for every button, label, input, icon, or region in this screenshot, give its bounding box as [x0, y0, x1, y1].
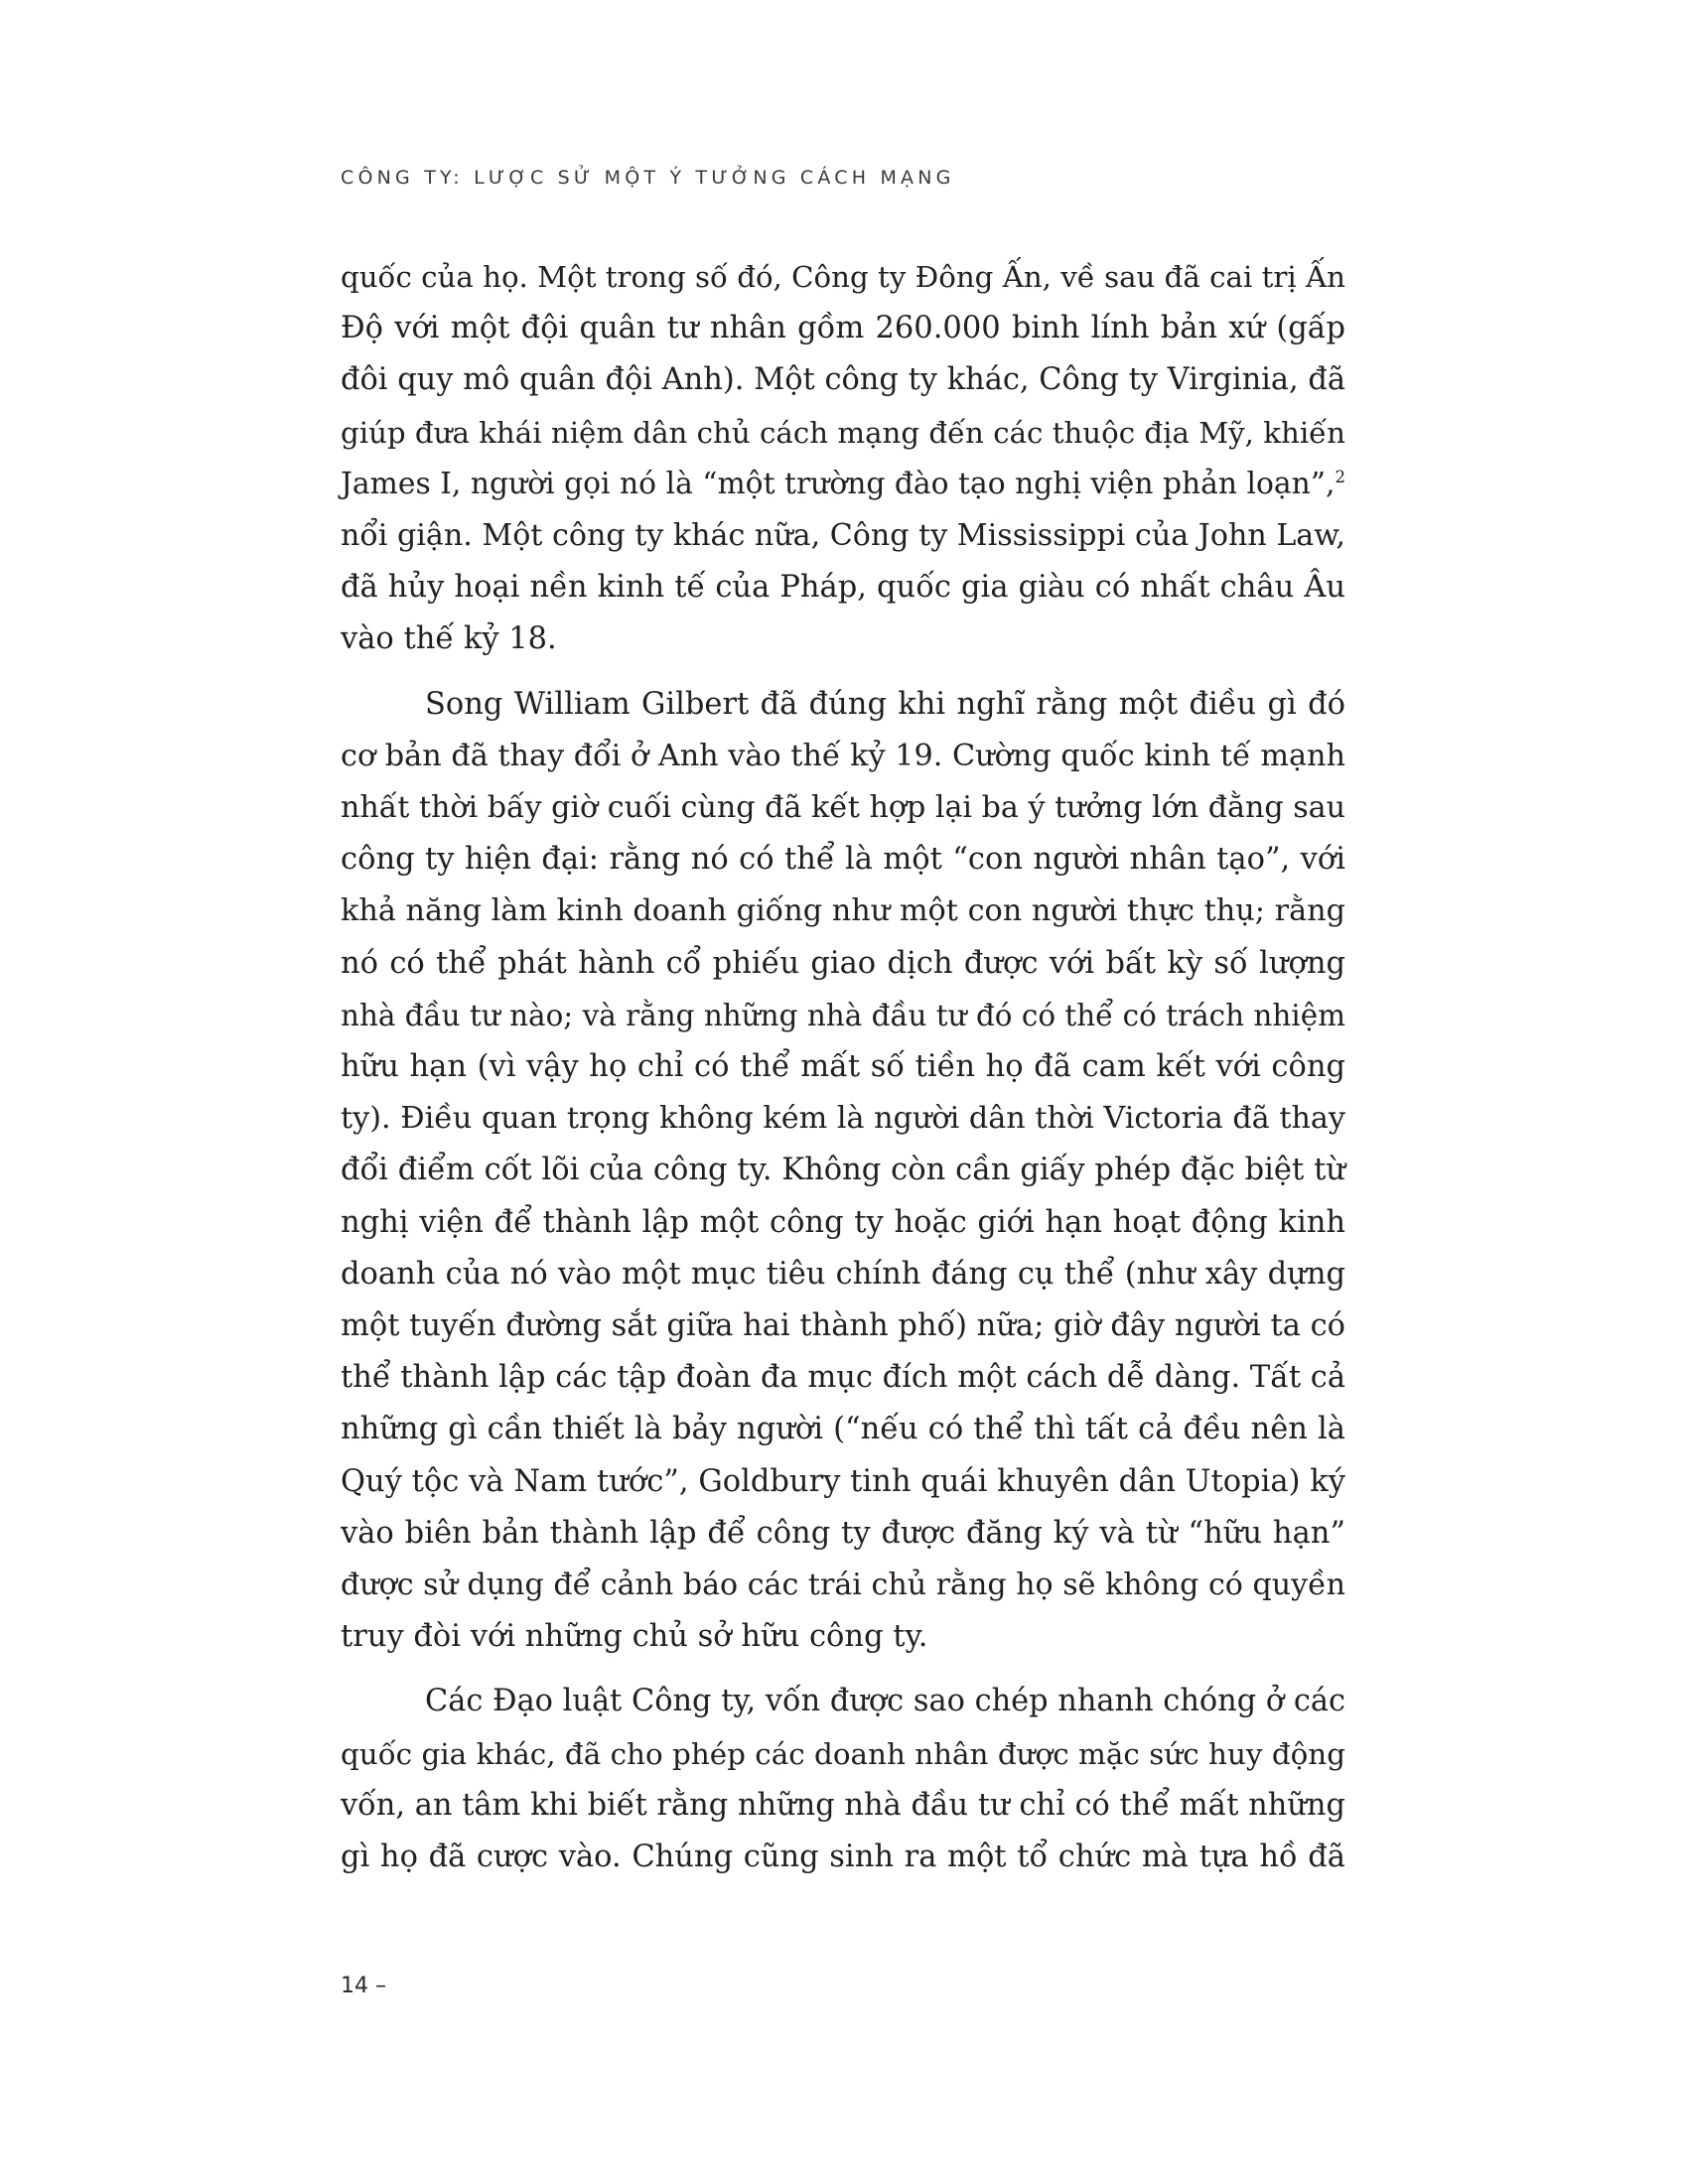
text-line: thể thành lập các tập đoàn đa mục đích một cách dễ dàng. Tất cả: [341, 1360, 1345, 1396]
text-line: vốn, an tâm khi biết rằng những nhà đầu tư chỉ có thể mất những: [341, 1787, 1345, 1823]
text-line: một tuyến đường sắt giữa hai thành phố) nữa; giờ đây người ta có: [341, 1308, 1345, 1344]
body-text: [341, 251, 1345, 1883]
page-number: 14 –: [341, 1974, 386, 1998]
text-line: công ty hiện đại: rằng nó có thể là một “con người nhân tạo”, với: [341, 842, 1345, 878]
text-line-with-footnote: [341, 459, 1345, 510]
text-line: Các Đạo luật Công ty, vốn được sao chép nhanh chóng ở các: [425, 1684, 1345, 1719]
text-line: vào biên bản thành lập để công ty được đăng ký và từ “hữu hạn”: [341, 1515, 1345, 1551]
text-line: cơ bản đã thay đổi ở Anh vào thế kỷ 19. Cường quốc kinh tế mạnh: [341, 738, 1345, 773]
text-line: quốc gia khác, đã cho phép các doanh nhân được mặc sức huy động: [341, 1736, 1345, 1771]
text-line: Quý tộc và Nam tước”, Goldbury tinh quái khuyên dân Utopia) ký: [341, 1463, 1345, 1499]
text-line: quốc của họ. Một trong số đó, Công ty Đông Ấn, về sau đã cai trị Ấn: [341, 260, 1345, 294]
text-line: doanh của nó vào một mục tiêu chính đáng cụ thể (như xây dựng: [341, 1256, 1345, 1292]
text-line: James I, người gọi nó là “một trường đào tạo nghị viện phản loạn”,: [341, 466, 1336, 501]
footnote-mark: 2: [1335, 467, 1345, 486]
text-line: hữu hạn (vì vậy họ chỉ có thể mất số tiền họ đã cam kết với công: [341, 1049, 1345, 1085]
text-line: giúp đưa khái niệm dân chủ cách mạng đến các thuộc địa Mỹ, khiến: [341, 415, 1345, 450]
text-line: đã hủy hoại nền kinh tế của Pháp, quốc gia giàu có nhất châu Âu: [341, 570, 1345, 606]
text-line: những gì cần thiết là bảy người (“nếu có thể thì tất cả đều nên là: [341, 1412, 1345, 1447]
text-line: nhà đầu tư nào; và rằng những nhà đầu tư đó có thể có trách nhiệm: [341, 998, 1345, 1032]
text-line: nó có thể phát hành cổ phiếu giao dịch được với bất kỳ số lượng: [341, 945, 1345, 981]
text-line: nhất thời bấy giờ cuối cùng đã kết hợp lại ba ý tưởng lớn đằng sau: [341, 790, 1345, 826]
text-line: khả năng làm kinh doanh giống như một con người thực thụ; rằng: [341, 893, 1345, 929]
text-line: vào thế kỷ 18.: [341, 621, 557, 657]
text-line: Độ với một đội quân tư nhân gồm 260.000 binh lính bản xứ (gấp: [341, 311, 1345, 346]
paragraph-3: [341, 1676, 1345, 1883]
text-line: nổi giận. Một công ty khác nữa, Công ty Mississippi của John Law,: [341, 518, 1345, 554]
text-line: đổi điểm cốt lõi của công ty. Không còn cần giấy phép đặc biệt từ: [341, 1153, 1345, 1188]
text-line: nghị viện để thành lập một công ty hoặc giới hạn hoạt động kinh: [341, 1204, 1345, 1240]
paragraph-2: [341, 679, 1345, 1664]
text-line: đôi quy mô quân đội Anh). Một công ty khác, Công ty Virginia, đã: [341, 362, 1345, 398]
paragraph-1: [341, 251, 1345, 666]
running-head: CÔNG TY: LƯỢC SỬ MỘT Ý TƯỞNG CÁCH MẠNG: [341, 167, 955, 189]
text-line: Song William Gilbert đã đúng khi nghĩ rằng một điều gì đó: [425, 686, 1345, 722]
text-line: ty). Điều quan trọng không kém là người dân thời Victoria đã thay: [341, 1101, 1345, 1137]
text-line: gì họ đã cược vào. Chúng cũng sinh ra một tổ chức mà tựa hồ đã: [341, 1840, 1345, 1875]
text-line: được sử dụng để cảnh báo các trái chủ rằng họ sẽ không có quyền: [341, 1568, 1345, 1603]
text-line: truy đòi với những chủ sở hữu công ty.: [341, 1619, 928, 1655]
